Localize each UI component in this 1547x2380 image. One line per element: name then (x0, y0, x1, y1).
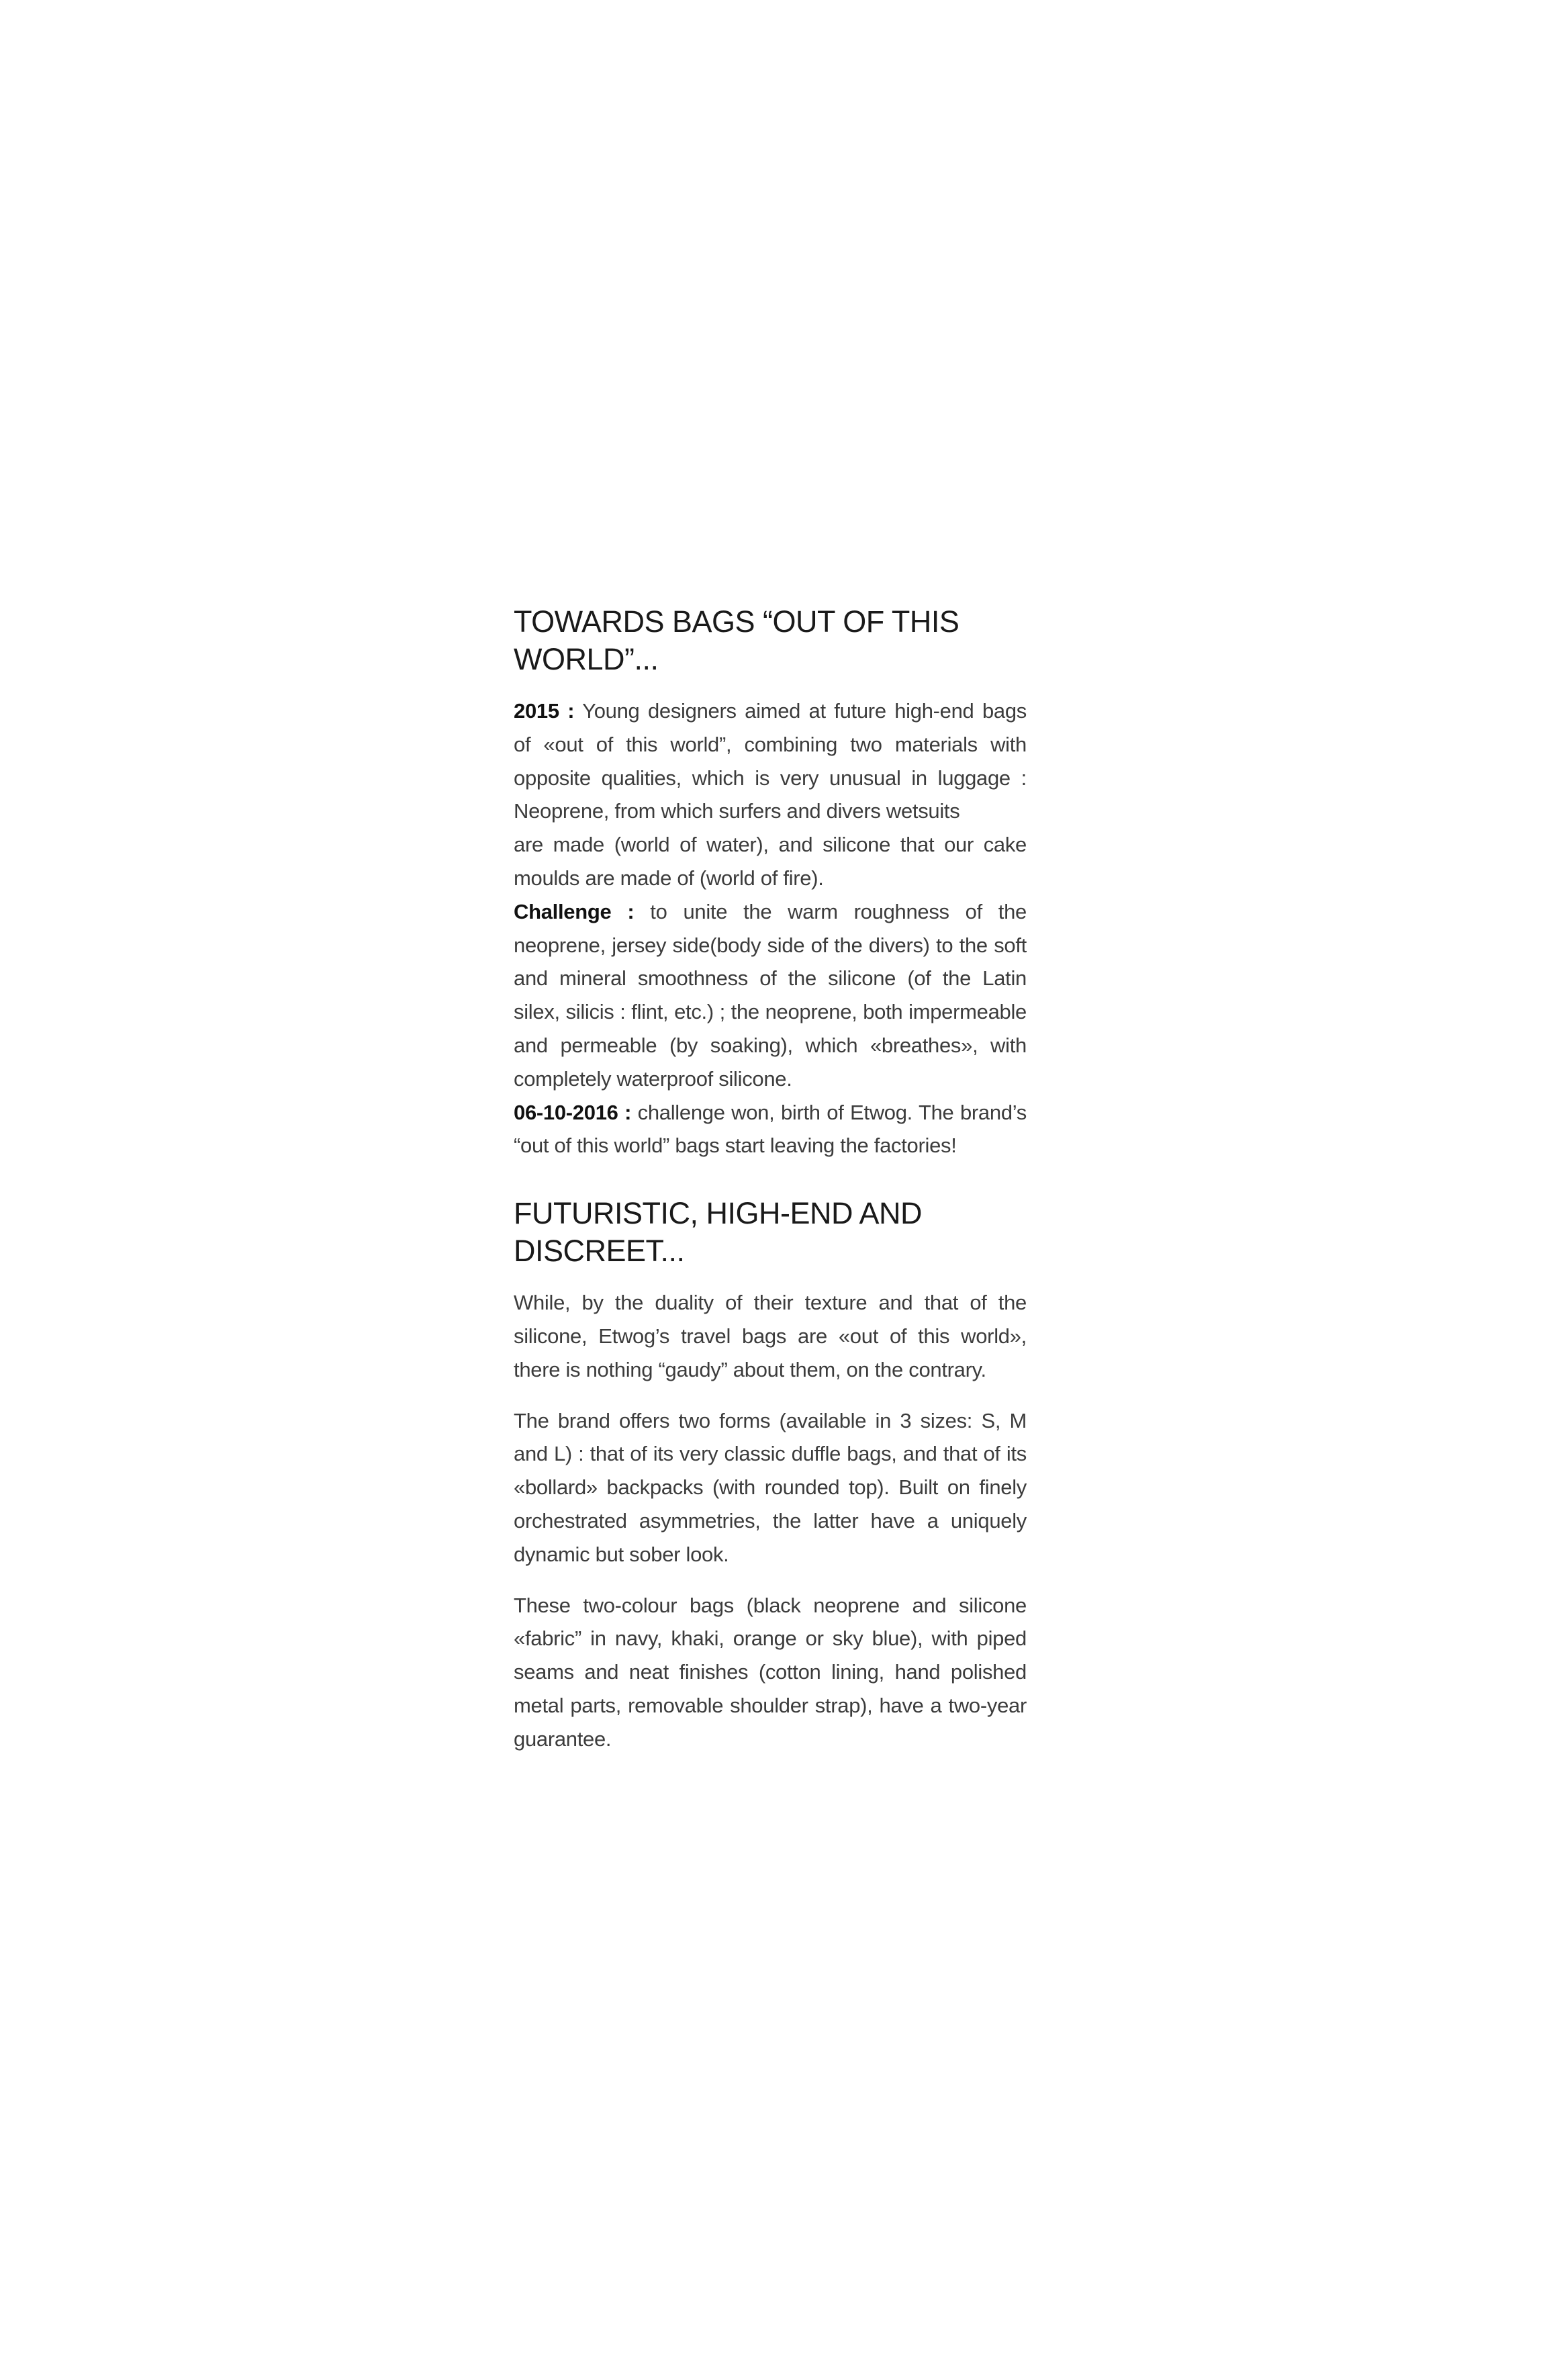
paragraph-2015 (514, 694, 1027, 828)
paragraph-two-colour: These two-colour bags (black neoprene and silicone «fabric” in navy, khaki, orange or sky blue), with piped seams and neat finishes (cotton lining, hand polished metal parts, removable shoulder strap), have a two-year guarantee. (514, 1593, 1027, 1751)
paragraph-06-10-2016 (514, 1096, 1027, 1163)
paragraph-text-06-10-2016: challenge won, birth of Etwog. The brand’s “out of this world” bags start leaving the factories! (514, 1100, 1027, 1158)
paragraph-lead-challenge: Challenge : (514, 899, 635, 923)
section-heading-futuristic: FUTURISTIC, HIGH-END AND DISCREET... (514, 1196, 923, 1269)
paragraph-duality: While, by the duality of their texture and that of the silicone, Etwog’s travel bags are «out of this world», there is nothing “gaudy” about them, on the contrary. (514, 1291, 1027, 1381)
paragraph-lead-06-10-2016: 06-10-2016 : (514, 1100, 632, 1124)
article-column (514, 603, 1027, 1756)
paragraph-lead-2015: 2015 : (514, 699, 575, 723)
paragraph-text-2015: Young designers aimed at future high-end bags of «out of this world”, combining two materials with opposite qualities, which is very unusual in luggage : Neoprene, from which surfers and divers wetsuits (514, 699, 1027, 823)
paragraph-text-challenge: to unite the warm roughness of the neoprene, jersey side(body side of the divers) to the soft and mineral smoothness of the silicone (of the Latin silex, silicis : flint, etc.) ; the neoprene, both impermeable and permeable (by soaking), which «breathes», with completely waterproof silicone. (514, 899, 1027, 1091)
paragraph-forms: The brand offers two forms (available in 3 sizes: S, M and L) : that of its very classic duffle bags, and that of its «bollard» backpacks (with rounded top). Built on finely orchestrated asymmetries, the latter have a uniquely dynamic but sober look. (514, 1408, 1027, 1566)
section-heading-towards-bags: TOWARDS BAGS “OUT OF THIS WORLD”... (514, 604, 959, 676)
paragraph-2015-continued: are made (world of water), and silicone that our cake moulds are made of (world of fire). (514, 833, 1027, 890)
paragraph-challenge (514, 895, 1027, 1096)
